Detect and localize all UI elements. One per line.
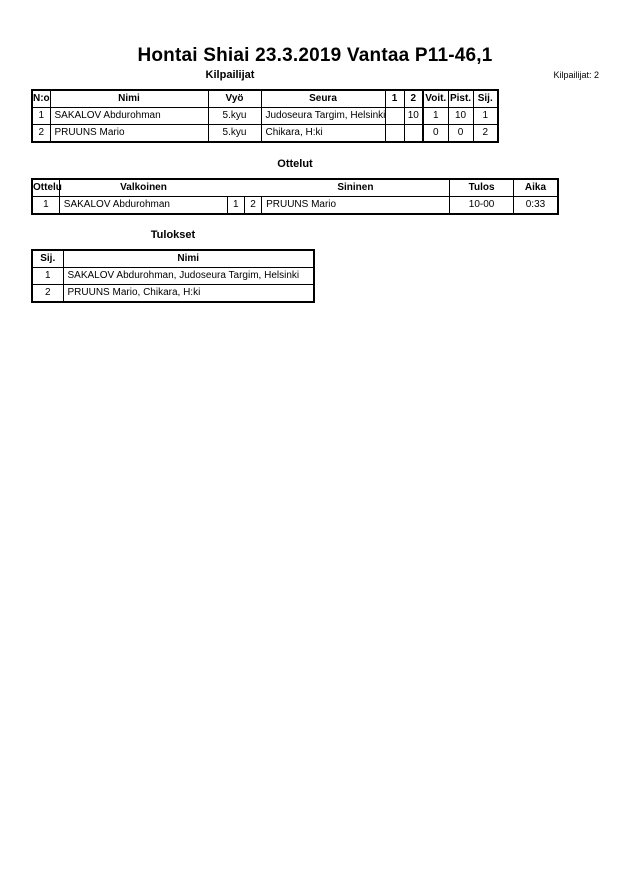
col-header-rank: Sij. xyxy=(473,90,498,108)
competitor-points: 10 xyxy=(448,108,473,125)
matches-header-row xyxy=(32,179,558,197)
match-no: 1 xyxy=(32,197,59,215)
col-header-points: Pist. xyxy=(448,90,473,108)
competitor-rank: 2 xyxy=(473,125,498,143)
result-name: SAKALOV Abdurohman, Judoseura Targim, Helsinki xyxy=(63,268,314,285)
table-row xyxy=(32,268,314,285)
table-row xyxy=(32,285,314,303)
results-heading: Tulokset xyxy=(150,229,196,241)
competitor-round-2: 10 xyxy=(404,108,423,125)
competitors-header-row xyxy=(32,90,498,108)
result-rank: 2 xyxy=(32,285,63,303)
table-row xyxy=(32,125,498,143)
col-header-blue: Sininen xyxy=(262,179,450,197)
competitor-club: Judoseura Targim, Helsinki xyxy=(261,108,385,125)
col-header-round-2: 2 xyxy=(404,90,423,108)
col-header-no: N:o xyxy=(32,90,50,108)
results-table xyxy=(31,249,315,303)
competitor-wins: 1 xyxy=(423,108,448,125)
match-time: 0:33 xyxy=(513,197,558,215)
result-rank: 1 xyxy=(32,268,63,285)
competitor-no: 1 xyxy=(32,108,50,125)
competitor-no: 2 xyxy=(32,125,50,143)
col-header-blue-no xyxy=(244,179,261,197)
page-title: Hontai Shiai 23.3.2019 Vantaa P11-46,1 xyxy=(137,45,493,66)
competitor-round-1 xyxy=(385,125,404,143)
col-header-club: Seura xyxy=(261,90,385,108)
competitor-name: SAKALOV Abdurohman xyxy=(50,108,208,125)
match-blue-no: 2 xyxy=(244,197,261,215)
col-header-rank: Sij. xyxy=(32,250,63,268)
table-row xyxy=(32,197,558,215)
col-header-white: Valkoinen xyxy=(59,179,227,197)
col-header-name: Nimi xyxy=(50,90,208,108)
competitors-heading: Kilpailijat xyxy=(205,69,255,81)
competitor-belt: 5.kyu xyxy=(208,125,261,143)
col-header-round-1: 1 xyxy=(385,90,404,108)
competitor-points: 0 xyxy=(448,125,473,143)
col-header-name: Nimi xyxy=(63,250,314,268)
col-header-match: Ottelu xyxy=(32,179,59,197)
competitor-count: Kilpailijat: 2 xyxy=(553,70,599,80)
match-result: 10-00 xyxy=(450,197,514,215)
competitor-club: Chikara, H:ki xyxy=(261,125,385,143)
competitor-round-1 xyxy=(385,108,404,125)
match-blue-name: PRUUNS Mario xyxy=(262,197,450,215)
col-header-result: Tulos xyxy=(450,179,514,197)
competitor-wins: 0 xyxy=(423,125,448,143)
competitor-name: PRUUNS Mario xyxy=(50,125,208,143)
col-header-wins: Voit. xyxy=(423,90,448,108)
competitor-round-2 xyxy=(404,125,423,143)
results-header-row xyxy=(32,250,314,268)
match-white-no: 1 xyxy=(227,197,244,215)
col-header-white-no xyxy=(227,179,244,197)
col-header-belt: Vyö xyxy=(208,90,261,108)
col-header-time: Aika xyxy=(513,179,558,197)
competitor-rank: 1 xyxy=(473,108,498,125)
matches-heading: Ottelut xyxy=(277,158,313,170)
competitors-table xyxy=(31,89,499,143)
competitor-belt: 5.kyu xyxy=(208,108,261,125)
result-name: PRUUNS Mario, Chikara, H:ki xyxy=(63,285,314,303)
match-white-name: SAKALOV Abdurohman xyxy=(59,197,227,215)
table-row xyxy=(32,108,498,125)
matches-table xyxy=(31,178,559,215)
